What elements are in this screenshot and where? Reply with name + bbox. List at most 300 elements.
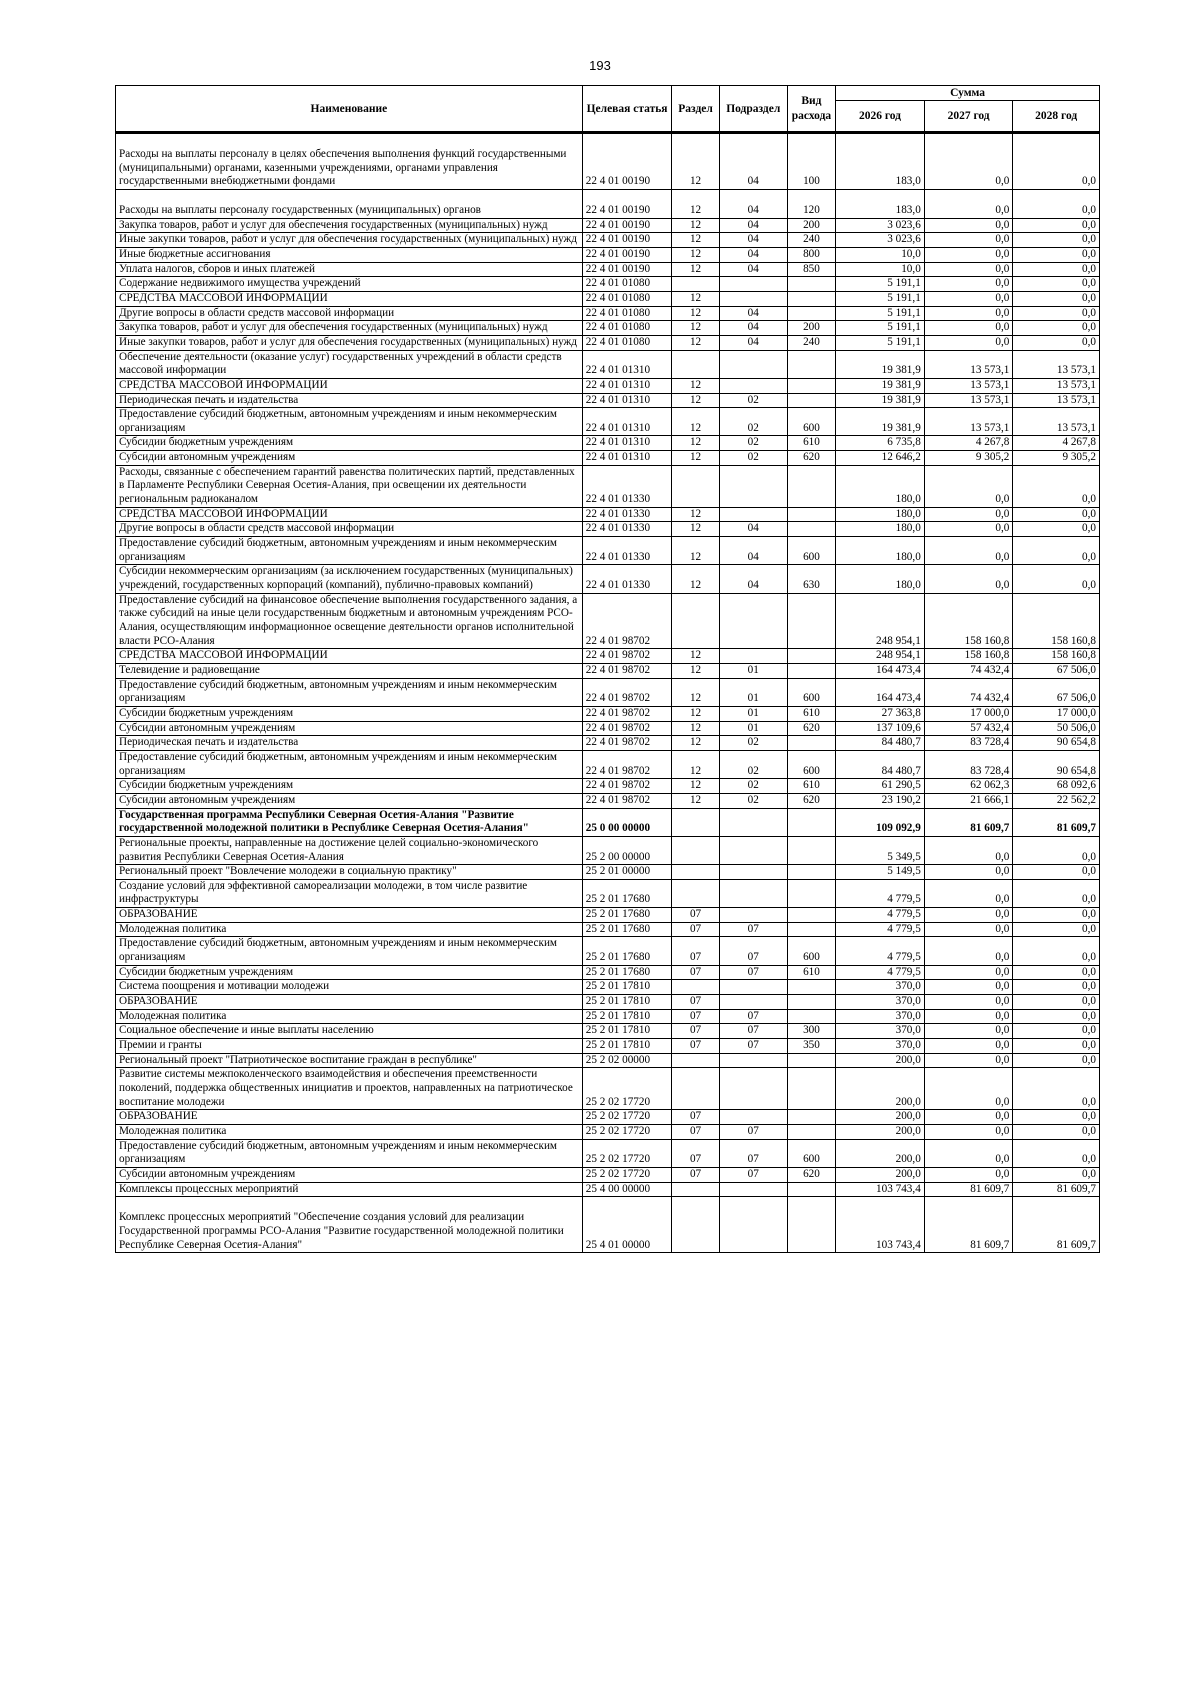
- row-amount-2026: 19 381,9: [836, 393, 925, 408]
- table-row: [116, 995, 1100, 1010]
- row-amount-2027: 4 267,8: [924, 436, 1013, 451]
- row-expense-type: [787, 1110, 835, 1125]
- row-amount-2026: 183,0: [836, 189, 925, 218]
- row-amount-2028: 81 609,7: [1013, 1182, 1100, 1197]
- row-amount-2026: 3 023,6: [836, 218, 925, 233]
- row-amount-2027: 0,0: [924, 465, 1013, 507]
- row-expense-type: 610: [787, 965, 835, 980]
- row-subsection: 07: [719, 1039, 787, 1054]
- row-subsection: 04: [719, 565, 787, 593]
- row-amount-2026: 200,0: [836, 1053, 925, 1068]
- row-target-code: 22 4 01 01310: [582, 451, 672, 466]
- table-row: [116, 378, 1100, 393]
- row-expense-type: 850: [787, 262, 835, 277]
- row-name: Иные закупки товаров, работ и услуг для обеспечения государственных (муниципальных) нужд: [116, 233, 583, 248]
- row-subsection: 02: [719, 393, 787, 408]
- row-name: Молодежная политика: [116, 1009, 583, 1024]
- row-amount-2026: 84 480,7: [836, 736, 925, 751]
- row-subsection: 02: [719, 736, 787, 751]
- row-section: 12: [672, 218, 719, 233]
- table-row: [116, 233, 1100, 248]
- row-amount-2026: 370,0: [836, 1024, 925, 1039]
- row-name: Уплата налогов, сборов и иных платежей: [116, 262, 583, 277]
- row-name: Субсидии автономным учреждениям: [116, 1167, 583, 1182]
- row-amount-2027: 0,0: [924, 321, 1013, 336]
- row-name: СРЕДСТВА МАССОВОЙ ИНФОРМАЦИИ: [116, 649, 583, 664]
- row-subsection: [719, 836, 787, 864]
- row-name: Закупка товаров, работ и услуг для обеспечения государственных (муниципальных) нужд: [116, 321, 583, 336]
- row-expense-type: [787, 980, 835, 995]
- table-row: [116, 793, 1100, 808]
- row-section: 07: [672, 937, 719, 965]
- row-target-code: 25 2 01 17810: [582, 1024, 672, 1039]
- row-amount-2028: 0,0: [1013, 1053, 1100, 1068]
- table-row: [116, 1182, 1100, 1197]
- row-target-code: 25 2 01 17810: [582, 995, 672, 1010]
- row-amount-2027: 0,0: [924, 306, 1013, 321]
- row-expense-type: 300: [787, 1024, 835, 1039]
- table-row: [116, 663, 1100, 678]
- row-name: Содержание недвижимого имущества учреждений: [116, 277, 583, 292]
- row-subsection: [719, 879, 787, 907]
- row-name: Расходы на выплаты персоналу государственных (муниципальных) органов: [116, 189, 583, 218]
- row-expense-type: 620: [787, 451, 835, 466]
- row-amount-2028: 4 267,8: [1013, 436, 1100, 451]
- row-amount-2026: 5 349,5: [836, 836, 925, 864]
- row-amount-2027: 81 609,7: [924, 1197, 1013, 1253]
- table-row: [116, 436, 1100, 451]
- row-amount-2028: 13 573,1: [1013, 408, 1100, 436]
- row-name: Расходы на выплаты персоналу в целях обеспечения выполнения функций государственными (муниципальными) органами, казенными учреждениями, органами управления государственными внебюджетными фондами: [116, 133, 583, 190]
- row-amount-2028: 0,0: [1013, 277, 1100, 292]
- row-expense-type: [787, 808, 835, 836]
- row-amount-2028: 9 305,2: [1013, 451, 1100, 466]
- row-target-code: 25 2 01 17810: [582, 1009, 672, 1024]
- row-name: Другие вопросы в области средств массовой информации: [116, 522, 583, 537]
- row-amount-2026: 200,0: [836, 1167, 925, 1182]
- row-name: Предоставление субсидий бюджетным, автономным учреждениям и иным некоммерческим организациям: [116, 937, 583, 965]
- row-target-code: 22 4 01 01330: [582, 522, 672, 537]
- row-target-code: 25 0 00 00000: [582, 808, 672, 836]
- row-amount-2027: 0,0: [924, 922, 1013, 937]
- table-row: [116, 965, 1100, 980]
- row-section: 12: [672, 565, 719, 593]
- table-row: [116, 678, 1100, 706]
- row-amount-2028: 0,0: [1013, 1167, 1100, 1182]
- row-subsection: 02: [719, 779, 787, 794]
- row-target-code: 25 2 01 17680: [582, 937, 672, 965]
- row-amount-2027: 0,0: [924, 335, 1013, 350]
- row-amount-2026: 4 779,5: [836, 879, 925, 907]
- row-amount-2026: 137 109,6: [836, 721, 925, 736]
- row-amount-2026: 200,0: [836, 1139, 925, 1167]
- row-subsection: [719, 808, 787, 836]
- row-expense-type: [787, 1068, 835, 1110]
- row-name: Предоставление субсидий бюджетным, автономным учреждениям и иным некоммерческим организациям: [116, 750, 583, 778]
- row-section: [672, 1182, 719, 1197]
- row-amount-2027: 158 160,8: [924, 649, 1013, 664]
- row-subsection: 07: [719, 922, 787, 937]
- row-name: Региональные проекты, направленные на достижение целей социально-экономического развития Республики Северная Осетия-Алания: [116, 836, 583, 864]
- row-target-code: 22 4 01 01310: [582, 393, 672, 408]
- row-amount-2028: 0,0: [1013, 1009, 1100, 1024]
- row-target-code: 22 4 01 01080: [582, 306, 672, 321]
- header-sum: Сумма: [836, 86, 1100, 101]
- row-amount-2027: 0,0: [924, 537, 1013, 565]
- row-target-code: 22 4 01 98702: [582, 750, 672, 778]
- row-target-code: 25 2 02 00000: [582, 1053, 672, 1068]
- table-row: [116, 808, 1100, 836]
- row-target-code: 25 2 01 17680: [582, 879, 672, 907]
- row-amount-2026: 164 473,4: [836, 663, 925, 678]
- row-expense-type: 200: [787, 218, 835, 233]
- row-section: 07: [672, 1124, 719, 1139]
- table-body: [116, 133, 1100, 1253]
- row-expense-type: 600: [787, 537, 835, 565]
- table-row: [116, 189, 1100, 218]
- row-amount-2028: 0,0: [1013, 937, 1100, 965]
- row-amount-2027: 57 432,4: [924, 721, 1013, 736]
- row-section: 12: [672, 436, 719, 451]
- row-expense-type: [787, 836, 835, 864]
- row-name: СРЕДСТВА МАССОВОЙ ИНФОРМАЦИИ: [116, 378, 583, 393]
- row-expense-type: 350: [787, 1039, 835, 1054]
- row-section: 12: [672, 663, 719, 678]
- row-expense-type: [787, 350, 835, 378]
- row-amount-2028: 22 562,2: [1013, 793, 1100, 808]
- row-amount-2028: 50 506,0: [1013, 721, 1100, 736]
- row-subsection: 04: [719, 247, 787, 262]
- row-name: СРЕДСТВА МАССОВОЙ ИНФОРМАЦИИ: [116, 507, 583, 522]
- row-amount-2026: 19 381,9: [836, 408, 925, 436]
- row-subsection: [719, 995, 787, 1010]
- row-expense-type: [787, 1053, 835, 1068]
- row-amount-2027: 0,0: [924, 1053, 1013, 1068]
- table-row: [116, 649, 1100, 664]
- row-target-code: 22 4 01 98702: [582, 793, 672, 808]
- row-target-code: 22 4 01 98702: [582, 736, 672, 751]
- row-subsection: 07: [719, 965, 787, 980]
- row-amount-2028: 0,0: [1013, 965, 1100, 980]
- row-section: [672, 350, 719, 378]
- table-row: [116, 1124, 1100, 1139]
- row-amount-2028: 0,0: [1013, 908, 1100, 923]
- row-name: Субсидии автономным учреждениям: [116, 451, 583, 466]
- row-amount-2028: 0,0: [1013, 836, 1100, 864]
- row-amount-2027: 0,0: [924, 1167, 1013, 1182]
- row-target-code: 25 2 01 17680: [582, 965, 672, 980]
- table-row: [116, 451, 1100, 466]
- row-amount-2028: 13 573,1: [1013, 393, 1100, 408]
- row-amount-2026: 164 473,4: [836, 678, 925, 706]
- row-amount-2026: 180,0: [836, 522, 925, 537]
- row-target-code: 25 2 00 00000: [582, 836, 672, 864]
- row-expense-type: 620: [787, 721, 835, 736]
- header-year-2028: 2028 год: [1013, 101, 1100, 133]
- row-target-code: 22 4 01 01310: [582, 436, 672, 451]
- row-amount-2028: 67 506,0: [1013, 678, 1100, 706]
- row-amount-2026: 370,0: [836, 980, 925, 995]
- row-section: [672, 980, 719, 995]
- row-subsection: [719, 908, 787, 923]
- row-section: 12: [672, 247, 719, 262]
- row-amount-2028: 0,0: [1013, 507, 1100, 522]
- row-amount-2028: 0,0: [1013, 1139, 1100, 1167]
- row-amount-2028: 0,0: [1013, 321, 1100, 336]
- row-amount-2027: 0,0: [924, 507, 1013, 522]
- row-section: 07: [672, 1009, 719, 1024]
- row-amount-2026: 180,0: [836, 507, 925, 522]
- row-name: Периодическая печать и издательства: [116, 393, 583, 408]
- row-expense-type: [787, 1197, 835, 1253]
- row-amount-2028: 81 609,7: [1013, 1197, 1100, 1253]
- row-subsection: [719, 1197, 787, 1253]
- row-section: 12: [672, 793, 719, 808]
- row-expense-type: 600: [787, 408, 835, 436]
- row-target-code: 22 4 01 98702: [582, 721, 672, 736]
- row-name: ОБРАЗОВАНИЕ: [116, 1110, 583, 1125]
- row-target-code: 25 4 01 00000: [582, 1197, 672, 1253]
- row-name: Предоставление субсидий бюджетным, автономным учреждениям и иным некоммерческим организациям: [116, 537, 583, 565]
- row-amount-2028: 0,0: [1013, 1068, 1100, 1110]
- row-expense-type: 610: [787, 436, 835, 451]
- row-amount-2027: 0,0: [924, 865, 1013, 880]
- row-amount-2026: 4 779,5: [836, 922, 925, 937]
- row-subsection: 04: [719, 233, 787, 248]
- row-expense-type: 240: [787, 233, 835, 248]
- row-amount-2026: 183,0: [836, 133, 925, 190]
- row-name: Субсидии бюджетным учреждениям: [116, 706, 583, 721]
- row-amount-2026: 4 779,5: [836, 965, 925, 980]
- row-subsection: [719, 291, 787, 306]
- table-row: [116, 277, 1100, 292]
- row-section: 07: [672, 1024, 719, 1039]
- row-section: 12: [672, 721, 719, 736]
- row-target-code: 22 4 01 98702: [582, 706, 672, 721]
- row-subsection: 07: [719, 1024, 787, 1039]
- row-expense-type: [787, 593, 835, 649]
- row-subsection: 07: [719, 937, 787, 965]
- row-name: Закупка товаров, работ и услуг для обеспечения государственных (муниципальных) нужд: [116, 218, 583, 233]
- table-row: [116, 291, 1100, 306]
- row-section: 12: [672, 507, 719, 522]
- row-target-code: 25 2 02 17720: [582, 1068, 672, 1110]
- row-amount-2028: 0,0: [1013, 565, 1100, 593]
- row-expense-type: [787, 306, 835, 321]
- header-vid: Вид расхода: [787, 86, 835, 133]
- row-amount-2026: 19 381,9: [836, 350, 925, 378]
- row-subsection: 04: [719, 306, 787, 321]
- row-section: 07: [672, 1039, 719, 1054]
- row-amount-2027: 0,0: [924, 879, 1013, 907]
- row-amount-2028: 0,0: [1013, 865, 1100, 880]
- row-amount-2026: 10,0: [836, 247, 925, 262]
- row-amount-2027: 83 728,4: [924, 750, 1013, 778]
- row-amount-2028: 0,0: [1013, 879, 1100, 907]
- row-subsection: 04: [719, 133, 787, 190]
- table-row: [116, 865, 1100, 880]
- row-expense-type: [787, 649, 835, 664]
- row-amount-2028: 0,0: [1013, 306, 1100, 321]
- row-name: ОБРАЗОВАНИЕ: [116, 995, 583, 1010]
- row-name: Молодежная политика: [116, 922, 583, 937]
- row-amount-2028: 0,0: [1013, 537, 1100, 565]
- row-target-code: 22 4 01 01310: [582, 408, 672, 436]
- table-row: [116, 908, 1100, 923]
- row-amount-2027: 13 573,1: [924, 350, 1013, 378]
- row-section: [672, 879, 719, 907]
- row-amount-2028: 0,0: [1013, 980, 1100, 995]
- row-subsection: [719, 593, 787, 649]
- row-subsection: 01: [719, 721, 787, 736]
- row-section: 12: [672, 335, 719, 350]
- row-amount-2028: 0,0: [1013, 133, 1100, 190]
- row-amount-2028: 158 160,8: [1013, 593, 1100, 649]
- row-name: Комплексы процессных мероприятий: [116, 1182, 583, 1197]
- table-row: [116, 335, 1100, 350]
- row-amount-2026: 6 735,8: [836, 436, 925, 451]
- table-row: [116, 922, 1100, 937]
- row-name: Расходы, связанные с обеспечением гарантий равенства политических партий, представленных в Парламенте Республики Северная Осетия-Алания, при освещении их деятельности региональным радиоканалом: [116, 465, 583, 507]
- row-amount-2026: 200,0: [836, 1110, 925, 1125]
- row-amount-2027: 0,0: [924, 937, 1013, 965]
- row-amount-2027: 0,0: [924, 980, 1013, 995]
- row-expense-type: [787, 277, 835, 292]
- row-target-code: 25 2 01 00000: [582, 865, 672, 880]
- row-expense-type: 610: [787, 779, 835, 794]
- row-amount-2027: 0,0: [924, 965, 1013, 980]
- row-target-code: 25 2 01 17810: [582, 1039, 672, 1054]
- header-subsection: Подраздел: [719, 86, 787, 133]
- table-row: [116, 1110, 1100, 1125]
- row-target-code: 22 4 01 01080: [582, 277, 672, 292]
- row-target-code: 22 4 01 00190: [582, 218, 672, 233]
- row-amount-2028: 0,0: [1013, 522, 1100, 537]
- row-expense-type: [787, 1182, 835, 1197]
- page-number: 193: [589, 58, 611, 73]
- row-subsection: 07: [719, 1139, 787, 1167]
- row-subsection: 04: [719, 262, 787, 277]
- row-amount-2027: 0,0: [924, 189, 1013, 218]
- table-row: [116, 408, 1100, 436]
- row-amount-2028: 0,0: [1013, 291, 1100, 306]
- row-amount-2027: 74 432,4: [924, 678, 1013, 706]
- table-row: [116, 750, 1100, 778]
- row-target-code: 22 4 01 00190: [582, 262, 672, 277]
- row-subsection: [719, 1182, 787, 1197]
- row-section: 12: [672, 233, 719, 248]
- row-target-code: 25 2 02 17720: [582, 1167, 672, 1182]
- row-name: Государственная программа Республики Северная Осетия-Алания "Развитие государственной молодежной политики в Республике Северная Осетия-Алания": [116, 808, 583, 836]
- row-amount-2026: 5 149,5: [836, 865, 925, 880]
- table-row: [116, 247, 1100, 262]
- table-row: [116, 1039, 1100, 1054]
- table-row: [116, 706, 1100, 721]
- row-section: 12: [672, 779, 719, 794]
- row-amount-2026: 5 191,1: [836, 277, 925, 292]
- row-section: 12: [672, 321, 719, 336]
- row-amount-2026: 5 191,1: [836, 335, 925, 350]
- row-amount-2028: 68 092,6: [1013, 779, 1100, 794]
- table-header: [116, 86, 1100, 133]
- header-name: Наименование: [116, 86, 583, 133]
- row-amount-2026: 180,0: [836, 465, 925, 507]
- row-expense-type: 800: [787, 247, 835, 262]
- row-subsection: [719, 1110, 787, 1125]
- row-target-code: 22 4 01 01080: [582, 291, 672, 306]
- row-section: 07: [672, 995, 719, 1010]
- row-amount-2027: 0,0: [924, 218, 1013, 233]
- row-amount-2027: 13 573,1: [924, 408, 1013, 436]
- row-amount-2026: 200,0: [836, 1124, 925, 1139]
- budget-table: [115, 85, 1100, 1253]
- row-subsection: [719, 378, 787, 393]
- row-amount-2028: 0,0: [1013, 189, 1100, 218]
- row-expense-type: [787, 908, 835, 923]
- row-amount-2028: 81 609,7: [1013, 808, 1100, 836]
- row-amount-2026: 180,0: [836, 537, 925, 565]
- row-expense-type: 600: [787, 750, 835, 778]
- row-target-code: 25 2 01 17680: [582, 922, 672, 937]
- table-row: [116, 1197, 1100, 1253]
- row-name: Система поощрения и мотивации молодежи: [116, 980, 583, 995]
- row-name: Социальное обеспечение и иные выплаты населению: [116, 1024, 583, 1039]
- row-amount-2028: 0,0: [1013, 1124, 1100, 1139]
- table-row: [116, 537, 1100, 565]
- header-section: Раздел: [672, 86, 719, 133]
- row-amount-2027: 0,0: [924, 1124, 1013, 1139]
- row-subsection: [719, 980, 787, 995]
- row-section: 07: [672, 965, 719, 980]
- row-section: 12: [672, 189, 719, 218]
- row-name: Обеспечение деятельности (оказание услуг) государственных учреждений в области средств массовой информации: [116, 350, 583, 378]
- row-target-code: 22 4 01 01080: [582, 321, 672, 336]
- row-section: 07: [672, 1139, 719, 1167]
- row-amount-2026: 4 779,5: [836, 908, 925, 923]
- row-amount-2028: 0,0: [1013, 922, 1100, 937]
- row-section: 12: [672, 262, 719, 277]
- row-section: 07: [672, 1167, 719, 1182]
- table-row: [116, 262, 1100, 277]
- row-expense-type: 620: [787, 1167, 835, 1182]
- row-subsection: 02: [719, 408, 787, 436]
- row-amount-2026: 370,0: [836, 1039, 925, 1054]
- row-name: Телевидение и радиовещание: [116, 663, 583, 678]
- row-amount-2026: 103 743,4: [836, 1182, 925, 1197]
- row-name: Комплекс процессных мероприятий "Обеспечение создания условий для реализации Государственной программы РСО-Алания "Развитие государственной молодежной политики Республике Северная Осетия-Алания": [116, 1197, 583, 1253]
- row-amount-2028: 0,0: [1013, 233, 1100, 248]
- row-amount-2026: 200,0: [836, 1068, 925, 1110]
- row-subsection: 04: [719, 321, 787, 336]
- row-section: 12: [672, 736, 719, 751]
- row-name: Субсидии бюджетным учреждениям: [116, 436, 583, 451]
- row-amount-2027: 0,0: [924, 995, 1013, 1010]
- row-amount-2028: 0,0: [1013, 465, 1100, 507]
- row-name: Премии и гранты: [116, 1039, 583, 1054]
- row-amount-2027: 9 305,2: [924, 451, 1013, 466]
- table-row: [116, 218, 1100, 233]
- row-section: 07: [672, 908, 719, 923]
- row-amount-2028: 0,0: [1013, 995, 1100, 1010]
- row-target-code: 22 4 01 01330: [582, 507, 672, 522]
- row-amount-2027: 0,0: [924, 522, 1013, 537]
- table-row: [116, 593, 1100, 649]
- row-expense-type: 630: [787, 565, 835, 593]
- row-expense-type: 200: [787, 321, 835, 336]
- row-expense-type: [787, 378, 835, 393]
- row-target-code: 25 2 02 17720: [582, 1124, 672, 1139]
- table-row: [116, 779, 1100, 794]
